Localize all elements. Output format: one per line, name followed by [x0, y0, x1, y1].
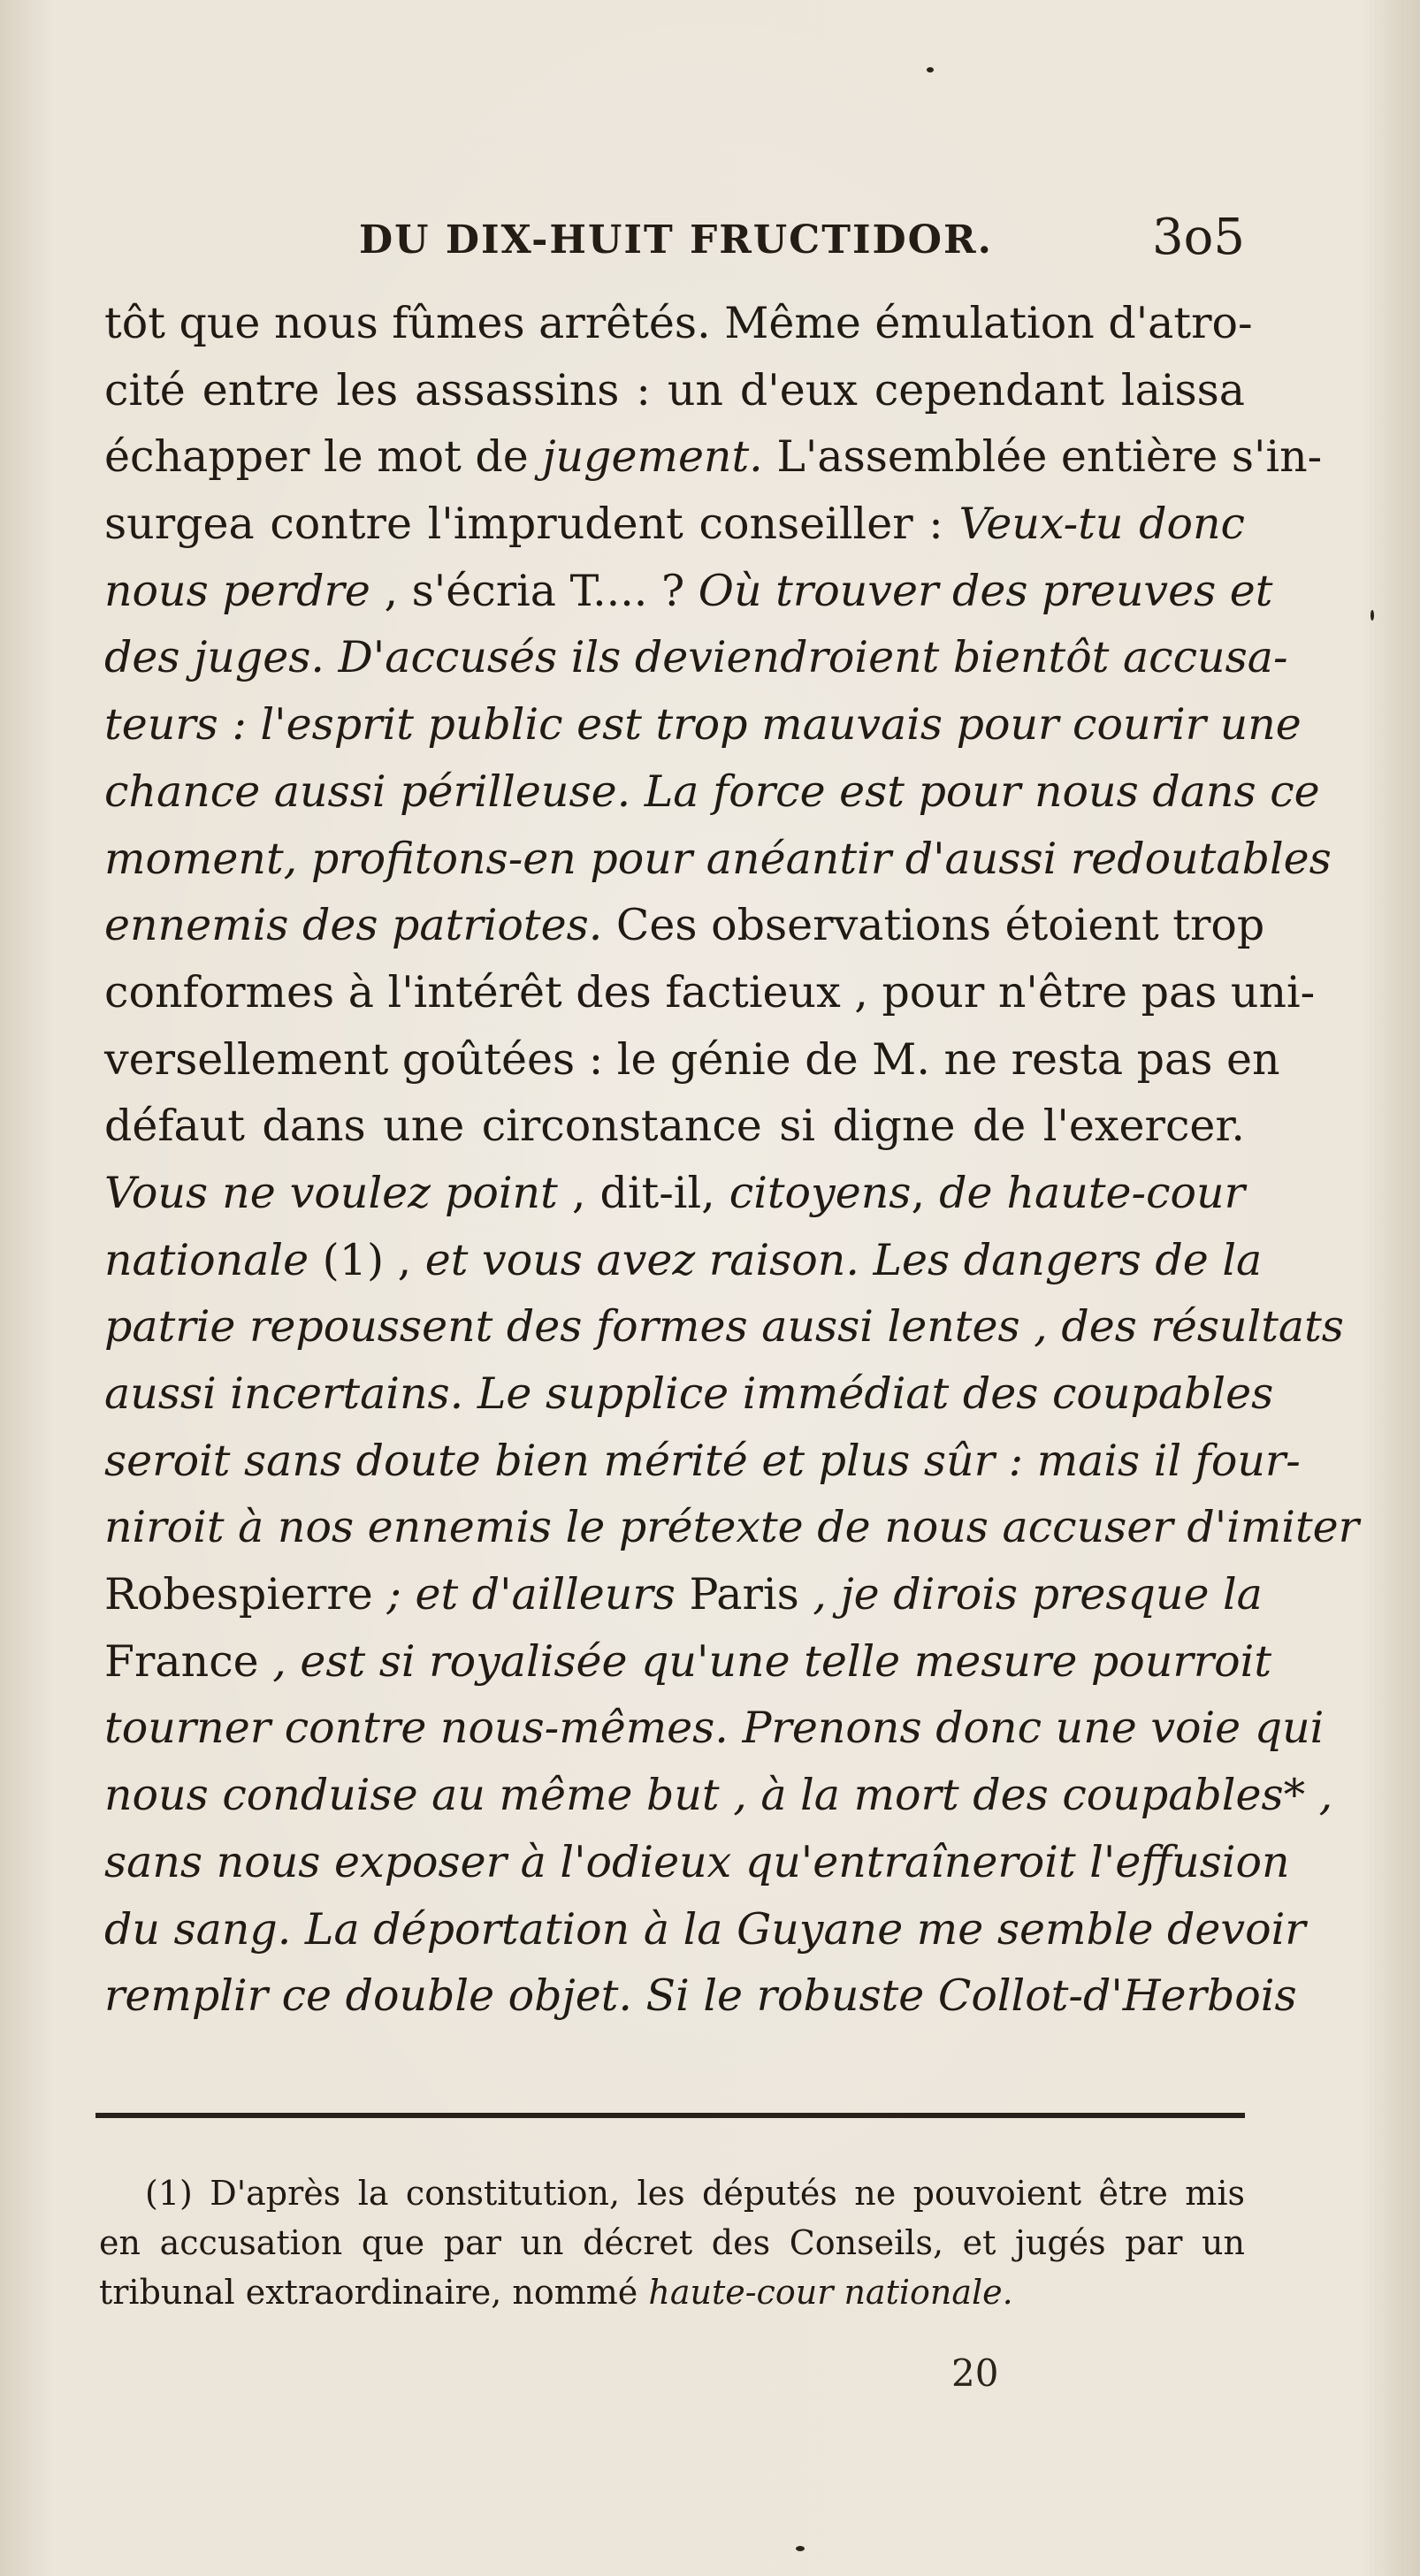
text-run: tôt que nous fûmes arrêtés. Même émulation d'atro-: [104, 298, 1253, 348]
italic-text: haute-cour nationale.: [648, 2273, 1013, 2312]
italic-text: , je dirois presque la: [798, 1569, 1263, 1620]
italic-text: ; et d'ailleurs: [372, 1569, 690, 1620]
body-line: [104, 892, 1265, 959]
italic-text: teurs : l'esprit public est trop mauvais pour courir une: [104, 699, 1302, 751]
body-line: [104, 1093, 1245, 1160]
italic-text: du sang. La déportation à la Guyane me semble devoir: [104, 1903, 1306, 1955]
italic-text: , est si royalisée qu'une telle mesure pourroit: [258, 1635, 1272, 1687]
text-run: (1) D'après la constitution, les députés ne pouvoient être mis: [145, 2174, 1245, 2213]
text-run: France: [104, 1635, 259, 1687]
page-header: [104, 209, 1245, 271]
italic-text: Vous ne voulez point: [104, 1167, 558, 1218]
italic-text: nous conduise au même but , à la mort des coupables* ,: [104, 1770, 1333, 1821]
footnote-line: [99, 2267, 1245, 2317]
text-run: échapper le mot de: [104, 431, 543, 483]
italic-text: moment, profitons-en pour anéantir d'aussi redoutables: [104, 833, 1332, 884]
italic-text: des juges. D'accusés ils deviendroient bientôt accusa-: [104, 632, 1288, 683]
text-run: en accusation que par un décret des Conseils, et jugés par un: [99, 2223, 1245, 2262]
italic-text: Où trouver des preuves et: [698, 565, 1273, 616]
text-run: cité entre les assassins : un d'eux cependant laissa: [104, 364, 1245, 415]
body-line: [104, 357, 1245, 424]
text-run: tribunal extraordinaire, nommé: [99, 2273, 649, 2312]
text-run: surgea contre l'imprudent conseiller :: [104, 499, 959, 550]
italic-text: patrie repoussent des formes aussi lentes , des résultats: [104, 1301, 1344, 1353]
italic-text: jugement.: [542, 431, 763, 483]
italic-text: et vous avez raison. Les dangers de la: [424, 1234, 1263, 1285]
footnote-line: [99, 2218, 1245, 2267]
italic-text: nationale: [104, 1234, 309, 1285]
italic-text: de haute-cour: [939, 1167, 1245, 1218]
body-line: [104, 1026, 1280, 1094]
italic-text: citoyens: [729, 1167, 912, 1218]
italic-text: ennemis des patriotes.: [104, 900, 603, 951]
italic-text: sans nous exposer à l'odieux qu'entraîneroit l'effusion: [104, 1836, 1290, 1887]
text-run: Ces observations étoient trop: [602, 900, 1265, 951]
body-line: [104, 491, 1245, 558]
text-run: Paris: [689, 1569, 799, 1620]
italic-text: nous perdre: [104, 565, 370, 616]
footnote-line: [99, 2168, 1245, 2218]
italic-text: seroit sans doute bien mérité et plus sûr : mais il four-: [104, 1435, 1301, 1486]
text-run: L'assemblée entière s'in-: [762, 431, 1323, 483]
page-number: 3o5: [1152, 209, 1245, 266]
body-line: [104, 1962, 1297, 2030]
italic-text: remplir ce double objet. Si le robuste Collot-d'Herbois: [104, 1970, 1297, 2022]
text-run: versellement goûtées : le génie de M. ne resta pas en: [104, 1033, 1280, 1085]
body-text: [104, 290, 1360, 2030]
footnote-rule: [95, 2113, 1245, 2118]
body-line: [104, 758, 1320, 826]
body-line: [104, 1561, 1263, 1628]
body-line: [104, 1494, 1360, 1561]
text-run: conformes à l'intérêt des factieux , pour n'être pas uni-: [104, 966, 1316, 1017]
body-line: [104, 558, 1273, 625]
body-line: [104, 624, 1288, 691]
ink-speck: [1370, 610, 1374, 621]
body-line: [104, 1360, 1274, 1428]
body-line: [104, 691, 1302, 758]
text-run: ,: [911, 1167, 940, 1218]
ink-speck: [796, 2546, 805, 2551]
text-run: Robespierre: [104, 1569, 373, 1620]
body-line: [104, 826, 1332, 893]
body-line: [104, 1896, 1306, 1963]
body-line: [104, 1829, 1290, 1896]
text-run: défaut dans une circonstance si digne de l'exercer.: [104, 1101, 1245, 1152]
body-line: [104, 1695, 1325, 1762]
footnote: [99, 2168, 1245, 2317]
italic-text: Veux-tu donc: [958, 499, 1246, 550]
ink-speck: [927, 67, 934, 72]
text-run: (1) ,: [309, 1234, 425, 1285]
italic-text: tourner contre nous-mêmes. Prenons donc une voie qui: [104, 1703, 1325, 1754]
body-line: [104, 1293, 1344, 1360]
italic-text: chance aussi périlleuse. La force est pour nous dans ce: [104, 766, 1320, 817]
body-line: [104, 1762, 1333, 1829]
signature-mark: 20: [951, 2351, 999, 2395]
running-head: DU DIX-HUIT FRUCTIDOR.: [359, 217, 993, 263]
body-line: [104, 1227, 1263, 1294]
italic-text: aussi incertains. Le supplice immédiat des coupables: [104, 1368, 1274, 1419]
text-run: , dit-il,: [557, 1167, 729, 1218]
body-line: [104, 1428, 1301, 1495]
body-line: [104, 959, 1316, 1026]
text-run: , s'écria T.... ?: [370, 565, 699, 616]
body-line: [104, 290, 1253, 357]
body-line: [104, 1628, 1272, 1696]
italic-text: niroit à nos ennemis le prétexte de nous accuser d'imiter: [104, 1502, 1360, 1553]
body-line: [104, 1160, 1245, 1227]
body-line: [104, 423, 1323, 491]
